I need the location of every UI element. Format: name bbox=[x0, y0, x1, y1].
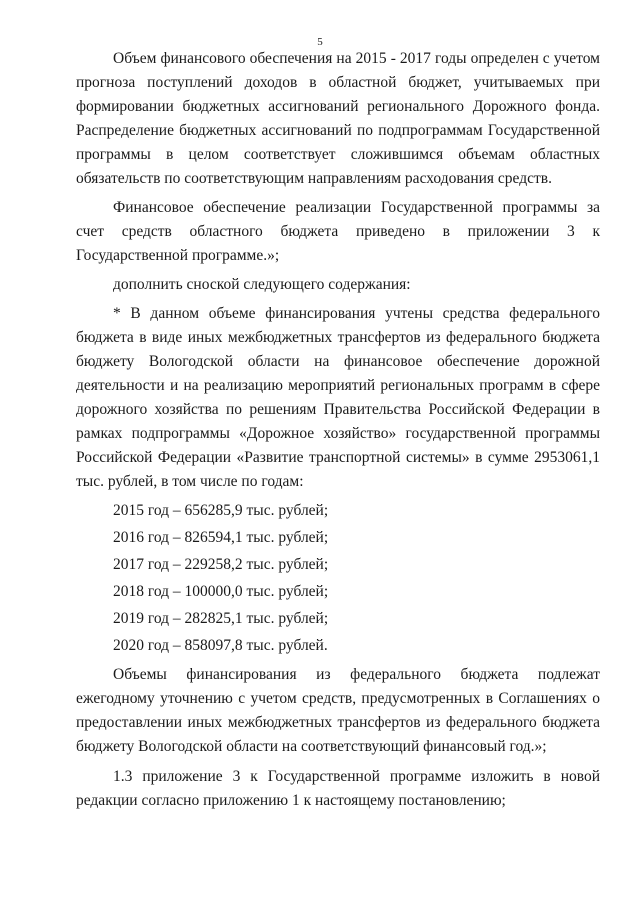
document-body bbox=[76, 47, 600, 818]
paragraph-funding-volume: Объем финансового обеспечения на 2015 - 2017 годы определен с учетом прогноза поступлений доходов в областной бюджет, учитываемых при формировании бюджетных ассигнований регионального Дорожного фонда. Распределение бюджетных ассигнований по подпрограммам Государственной программы в целом соответствует сложившимся объемам областных обязательств по соответствующим направлениям расходования средств. bbox=[76, 50, 600, 187]
paragraph-federal-clarification: Объемы финансирования из федерального бюджета подлежат ежегодному уточнению с учетом средств, предусмотренных в Соглашениях о предоставлении иных межбюджетных трансфертов из федерального бюджета бюджету Вологодской области на соответствующий финансовый год.»; bbox=[76, 666, 600, 755]
year-amount-item: 2020 год – 858097,8 тыс. рублей. bbox=[113, 637, 328, 654]
year-amount-item: 2016 год – 826594,1 тыс. рублей; bbox=[113, 529, 329, 546]
paragraph-footnote: * В данном объеме финансирования учтены средства федерального бюджета в виде иных межбюджетных трансфертов из федерального бюджета бюджету Вологодской области на финансовое обеспечение дорожной деятельности и на реализацию мероприятий региональных программ в сфере дорожного хозяйства по решениям Правительства Российской Федерации в рамках подпрограммы «Дорожное хозяйство» государственной программы Российской Федерации «Развитие транспортной системы» в сумме 2953061,1 тыс. рублей, в том числе по годам: bbox=[76, 305, 600, 490]
year-amount-list bbox=[76, 499, 600, 658]
year-amount-item: 2017 год – 229258,2 тыс. рублей; bbox=[113, 556, 329, 573]
year-amount-item: 2018 год – 100000,0 тыс. рублей; bbox=[113, 583, 329, 600]
year-amount-item: 2015 год – 656285,9 тыс. рублей; bbox=[113, 502, 329, 519]
paragraph-item-1-3: 1.3 приложение 3 к Государственной программе изложить в новой редакции согласно приложению 1 к настоящему постановлению; bbox=[76, 768, 600, 809]
year-amount-item: 2019 год – 282825,1 тыс. рублей; bbox=[113, 610, 329, 627]
page-number: 5 bbox=[317, 36, 323, 48]
paragraph-regional-budget: Финансовое обеспечение реализации Государственной программы за счет средств областного бюджета приведено в приложении 3 к Государственной программе.»; bbox=[76, 199, 600, 264]
paragraph-footnote-intro: дополнить сноской следующего содержания: bbox=[113, 276, 411, 293]
